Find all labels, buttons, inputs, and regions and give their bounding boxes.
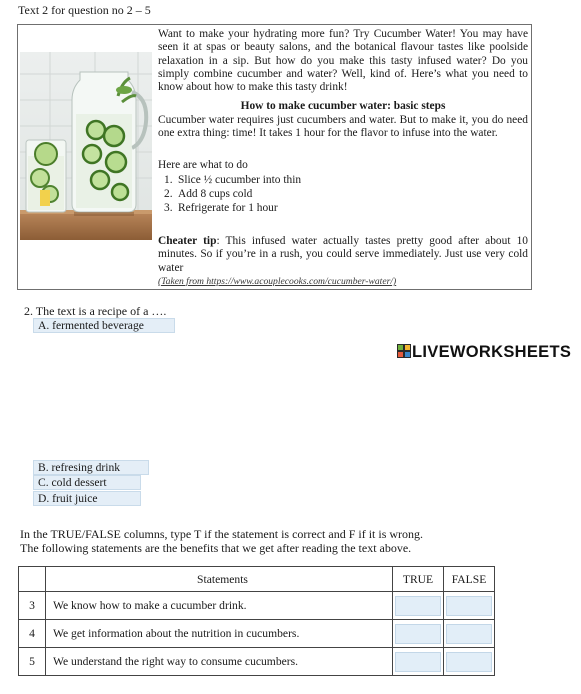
table-row [19, 592, 495, 620]
list-item [160, 201, 301, 215]
source-link[interactable]: (Taken from https://www.acouplecooks.com/cucumber-water/) [158, 276, 397, 287]
step-number: 3. [164, 202, 173, 214]
table-header-row [19, 567, 495, 592]
tip-text: : This infused water actually tastes pretty good after about 10 minutes. So if you’re in a rush, you could serve immediately. Just use very cold water [158, 235, 529, 274]
option-a[interactable]: A. fermented beverage [33, 318, 175, 333]
step-text: Add 8 cups cold [178, 188, 253, 200]
true-answer-input[interactable] [395, 624, 441, 644]
instruction-line-1: In the TRUE/FALSE columns, type T if the statement is correct and F if it is wrong. [20, 527, 424, 541]
row-statement: We understand the right way to consume cucumbers. [46, 648, 393, 676]
true-cell [393, 648, 444, 676]
table-row [19, 620, 495, 648]
header-false: FALSE [444, 567, 495, 592]
table-row [19, 648, 495, 676]
option-c[interactable]: C. cold dessert [33, 475, 141, 490]
header-number [19, 567, 46, 592]
false-cell [444, 620, 495, 648]
true-cell [393, 620, 444, 648]
steps-intro: Here are what to do [158, 159, 248, 171]
logo-text: LIVEWORKSHEETS [412, 343, 572, 361]
recipe-heading: How to make cucumber water: basic steps [240, 100, 446, 112]
step-number: 1. [164, 174, 173, 186]
row-number: 5 [19, 648, 46, 676]
cheater-tip [158, 235, 528, 275]
header-true: TRUE [393, 567, 444, 592]
false-answer-input[interactable] [446, 624, 492, 644]
row-number: 4 [19, 620, 46, 648]
true-answer-input[interactable] [395, 652, 441, 672]
intro-paragraph: Want to make your hydrating more fun? Try Cucumber Water! You may have seen it at spas or beauty salons, and the botanical flavour tastes like poolside relaxation in a sip. But how do you make this tasty infused water? Do you simply combine cucumber and water? Well, kind of. Here’s what you need to know about how to make this tasty drink! [158, 28, 528, 94]
liveworksheets-mark-icon [397, 344, 411, 358]
instruction-line-2: The following statements are the benefits that we get after reading the text above. [20, 541, 412, 555]
requirements-paragraph: Cucumber water requires just cucumbers and water. But to make it, you do need one extra thing: time! It takes 1 hour for the flavor to infuse into the water. [158, 114, 528, 140]
false-answer-input[interactable] [446, 596, 492, 616]
false-answer-input[interactable] [446, 652, 492, 672]
step-number: 2. [164, 188, 173, 200]
row-statement: We know how to make a cucumber drink. [46, 592, 393, 620]
list-item [160, 187, 301, 201]
step-text: Slice ½ cucumber into thin [178, 174, 302, 186]
option-b[interactable]: B. refresing drink [33, 460, 149, 475]
true-cell [393, 592, 444, 620]
true-answer-input[interactable] [395, 596, 441, 616]
steps-list [160, 173, 301, 215]
true-false-table [18, 566, 495, 676]
cucumber-water-photo [20, 52, 152, 240]
list-item [160, 173, 301, 187]
tip-label: Cheater tip [158, 235, 217, 247]
option-d[interactable]: D. fruit juice [33, 491, 141, 506]
header-statements: Statements [46, 567, 393, 592]
false-cell [444, 648, 495, 676]
liveworksheets-logo [397, 343, 571, 362]
step-text: Refrigerate for 1 hour [178, 202, 278, 214]
row-number: 3 [19, 592, 46, 620]
false-cell [444, 592, 495, 620]
text-label: Text 2 for question no 2 – 5 [18, 3, 151, 17]
question-text: 2. The text is a recipe of a …. [24, 304, 167, 318]
row-statement: We get information about the nutrition in cucumbers. [46, 620, 393, 648]
